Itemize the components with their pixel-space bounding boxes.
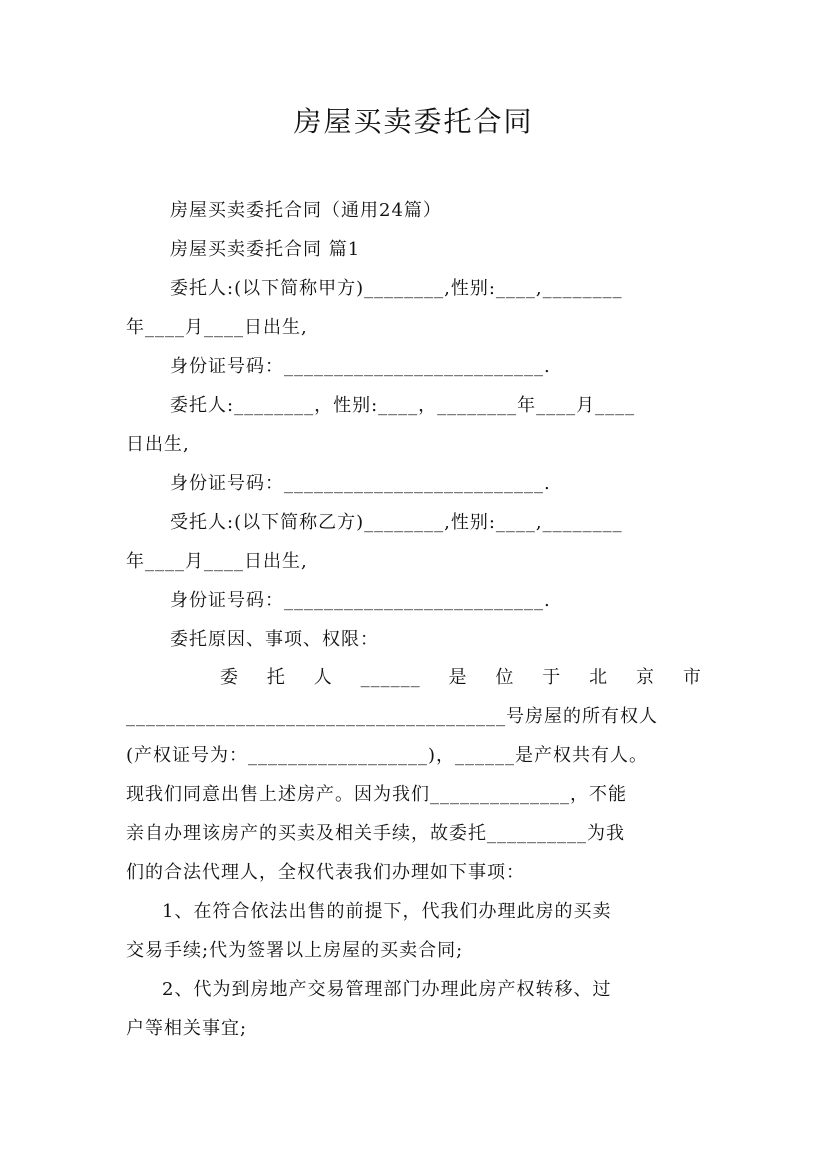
doc-line: (产权证号为：__________________)，______是产权共有人。: [126, 745, 649, 766]
doc-line: 日出生,: [126, 434, 190, 455]
doc-line: 委托原因、事项、权限：: [170, 629, 379, 650]
doc-line: 身份证号码：__________________________.: [170, 590, 551, 611]
spread-char: 委: [220, 667, 239, 688]
doc-line: 身份证号码：__________________________.: [170, 473, 551, 494]
doc-line: 受托人:(以下简称乙方)________,性别:____,________: [170, 512, 623, 533]
spread-char: 是: [448, 667, 468, 688]
doc-line: 房屋买卖委托合同 篇1: [170, 239, 361, 260]
doc-line: 委托人:(以下简称甲方)________,性别:____,________: [170, 278, 623, 299]
spread-char: 人: [313, 667, 333, 688]
doc-line: 委托人:________，性别:____，________年____月____: [170, 395, 636, 416]
doc-line: 房屋买卖委托合同（通用24篇）: [170, 200, 442, 221]
document-title: 房屋买卖委托合同: [293, 105, 534, 138]
doc-line: 们的合法代理人，全权代表我们办理如下事项：: [126, 862, 525, 883]
doc-line: 年____月____日出生,: [126, 551, 308, 572]
doc-line-spread: [220, 660, 702, 696]
doc-line: 交易手续;代为签署以上房屋的买卖合同;: [126, 940, 464, 961]
spread-char: 京: [636, 667, 655, 688]
doc-line: ______________________________________号房屋的所有权人: [126, 706, 658, 727]
spread-char: 市: [682, 667, 702, 688]
doc-line: 年____月____日出生,: [126, 317, 308, 338]
doc-line: 现我们同意出售上述房产。因为我们______________，不能: [126, 784, 627, 805]
spread-char: 北: [589, 667, 609, 688]
doc-line: 1、在符合依法出售的前提下，代我们办理此房的买卖: [162, 901, 612, 922]
doc-line: 2、代为到房地产交易管理部门办理此房产权转移、过: [162, 979, 612, 1000]
doc-line: 身份证号码：__________________________.: [170, 356, 551, 377]
spread-char: 托: [266, 667, 286, 688]
spread-char: 于: [542, 667, 562, 688]
spread-char: 位: [495, 667, 515, 688]
spread-char: ______: [360, 667, 421, 688]
doc-line: 亲自办理该房产的买卖及相关手续，故委托__________为我: [126, 823, 625, 844]
doc-line: 户等相关事宜;: [126, 1018, 248, 1039]
